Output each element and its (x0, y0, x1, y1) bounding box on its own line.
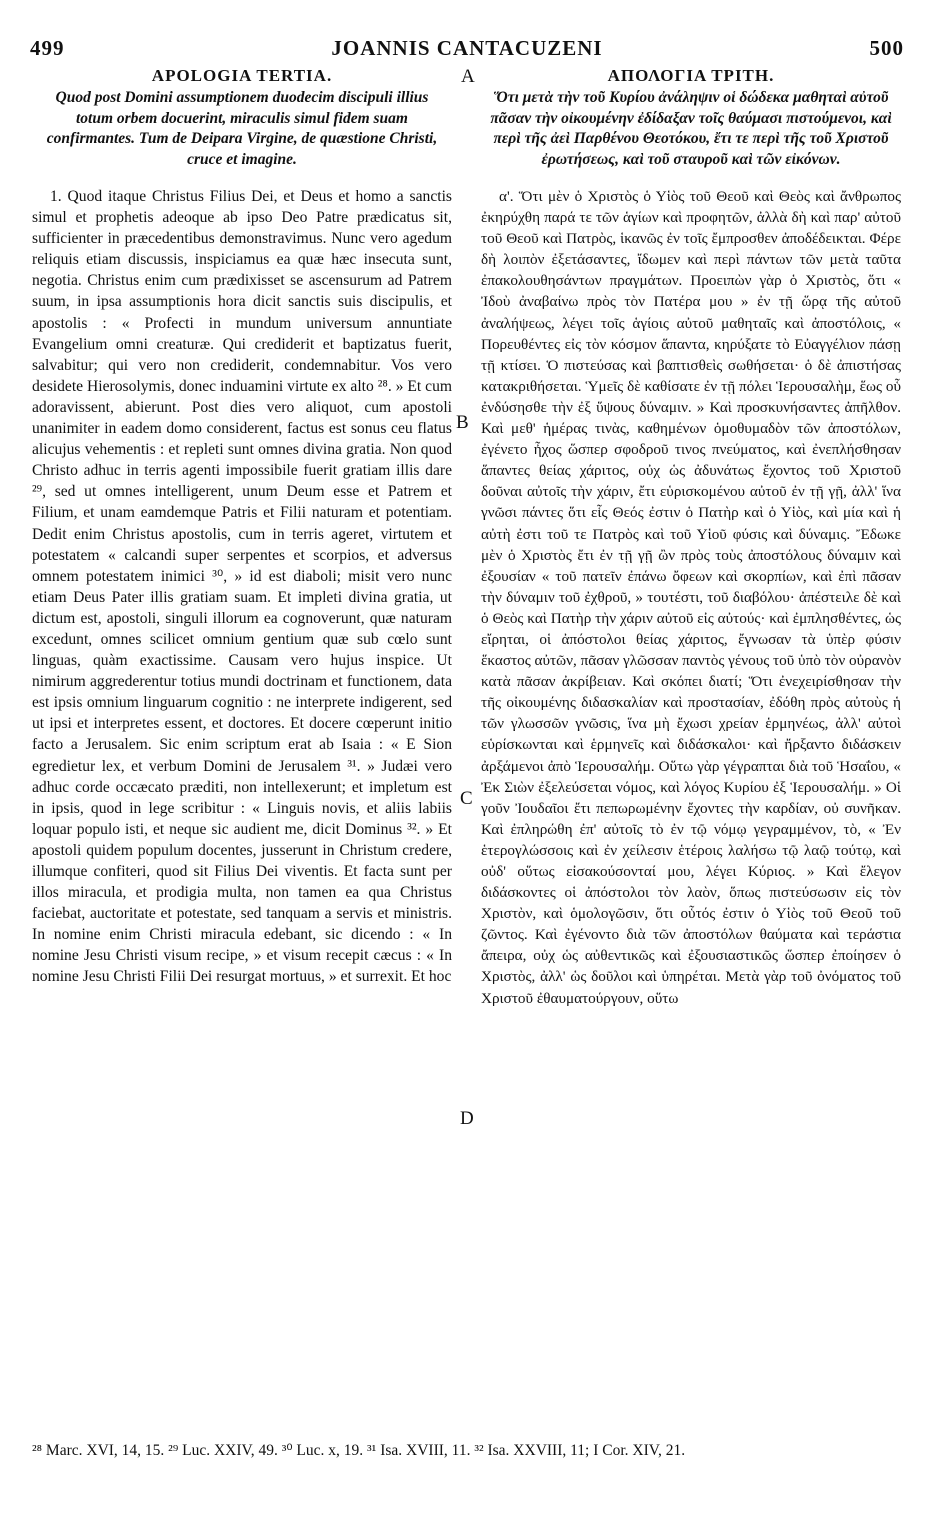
latin-column (32, 66, 452, 1435)
greek-column (481, 66, 901, 1435)
running-title: JOANNIS CANTACUZENI (331, 36, 603, 60)
left-page-number: 499 (30, 36, 65, 60)
latin-section-title: APOLOGIA TERTIA. (151, 66, 333, 85)
latin-summary: Quod post Domini assumptionem duodecim discipuli illius totum orbem docuerint, miraculis simul fidem suam confirmantes. Tum de Deipara Virgine, de quæstione Christi, cruce et imagine. (46, 89, 438, 168)
greek-summary: Ὅτι μετὰ τὴν τοῦ Κυρίου ἀνάληψιν οἱ δώδεκα μαθηταὶ αὐτοῦ πᾶσαν τὴν οἰκουμένην ἐδίδαξαν τοῖς θαύμασι πιστούμενοι, καὶ περὶ τῆς ἀεὶ Παρθένου Θεοτόκου, ἔτι τε περὶ τῆς τοῦ Χριστοῦ ἐρωτήσεως, καὶ τοῦ σταυροῦ καὶ τῶν εἰκόνων. (490, 89, 892, 168)
latin-body-text: 1. Quod itaque Christus Filius Dei, et Deus et homo a sanctis simul et prophetis adeoque ab ipso Deo Patre prædicatus sit, sufficienter in præcedentibus demonstravimus. Nunc vero agedum reliquis etiam discussis, inspiciamus ea quæ hæc insecuta sunt, negotia. Christus enim cum prædixisset se ascensurum ad Patrem suum, in ipsa assumptionis hora dicit sanctis suis discipulis, et apostolis : « Profecti in mundum universum annuntiate Evangelium omni creaturæ. Qui crediderit et baptizatus fuerit, salvabitur; qui vero non crediderit, condemnabitur. Vos vero desidete Hierosolymis, donec induamini virtute ex alto ²⁸. » Et cum adoravissent, abierunt. Post dies vero aliquot, cum apostoli unanimiter in eadem domo considerent, factus est sonus ceu flatus alicujus vehementis : et repleti sunt omnes divina gratia. Non quod Christo adhuc in terris agenti impossibile fuerit gratiam illis dare ²⁹, sed ut omnes intelligerent, unum Deum esse et Patrem et Filium, et unam eamdemque Patris et Filii naturam et potentiam. Dedit enim Christus apostolis, cum in terris ageret, virtutem et potestatem « calcandi super serpentes et scorpios, et adversus omnem potestatem inimici ³⁰, » id est diaboli; misit vero nunc etiam Deus Pater illis gratiam suam. Et impleti divina gratia, ut dictum est, apostoli, singuli illorum ea cognoverunt, quæ naturam excedunt, omnes scilicet omnium gentium quæ sub cœlo sunt linguas, quàm exactissime. Causam vero hujus inspice. Ut nimirum aggrederentur totius mundi doctrinam et functionem, data est ipsis omnium linguarum cognitio : ne interprete indigerent, sed ut ipsi et interpretes essent, et doctores. Et docere cœperunt initio facto a Jerusalem. Sic enim scriptum erat ab Isaia : « E Sion egredietur lex, et verbum Domini de Jerusalem ³¹. » Judæi vero adhuc corde occæcato præditi, non intellexerunt; et impletum est in ipsis, quod in lege scribitur : « Linguis novis, et aliis labiis loquar populo isti, et neque sic audient me, dicit Dominus ³². » Et apostoli quidem populum docentes, jusserunt in Christum credere, illumque confiteri, quod sit Filius Dei viventis. Et facta sunt per illos miracula, et prodigia multa, non tamen ea qua Christus faciebat, auctoritate et potestate, sed tanquam a servis et ministris. In nomine enim Christi miracula edebant, sic dicendo : « In nomine Jesu Christi visum recipe, » et visum recepit cæcus : « In nomine Jesu Christi Filii Dei resurgat mortuus, » et surrexit. Et hoc (32, 188, 452, 986)
margin-marker-b: B (456, 412, 469, 433)
margin-marker-c: C (460, 788, 473, 809)
margin-marker-d: D (460, 1108, 474, 1129)
greek-body-text: α'. Ὅτι μὲν ὁ Χριστὸς ὁ Υἱὸς τοῦ Θεοῦ καὶ Θεὸς καὶ ἄνθρωπος ἐκηρύχθη παρά τε τῶν ἁγίων καὶ προφητῶν, ἀλλὰ δὴ καὶ παρ' αὐτοῦ τοῦ Θεοῦ καὶ Πατρὸς, ἱκανῶς ἐν τοῖς ἔμπροσθεν ἀποδέδεικται. Φέρε δὴ λοιπὸν ἐξετάσαντες, ἴδωμεν καὶ περὶ πάντων τῶν μετὰ ταῦτα ἐπακολουθησάντων πραγμάτων. Προειπὼν γὰρ ὁ Χριστὸς, ὅτι « Ἰδοὺ ἀναβαίνω πρὸς τὸν Πατέρα μου » ἐν τῇ ὥρᾳ τῆς αὐτοῦ ἀναλήψεως, λέγει τοῖς ἁγίοις αὐτοῦ μαθηταῖς καὶ ἀποστόλοις, « Πορευθέντες εἰς τὸν κόσμον ἅπαντα, κηρύξατε τὸ Εὐαγγέλιον πάσῃ τῇ κτίσει. Ὁ πιστεύσας καὶ βαπτισθεὶς σωθήσεται· ὁ δὲ ἀπιστήσας κατακριθήσεται. Ὑμεῖς δὲ καθίσατε ἐν τῇ πόλει Ἱερουσαλὴμ, ἕως οὗ ἐνδύσησθε τὴν ἐξ ὕψους δύναμιν. » Καὶ προσκυνήσαντες ἀπῆλθον. Καὶ μεθ' ἡμέρας τινὰς, καθημένων ὁμοθυμαδὸν τῶν ἀποστόλων, ἐγένετο ἦχος ὥσπερ σφοδροῦ τινος πνεύματος, καὶ ἐνεπλήσθησαν ἅπαντες θείας χάριτος, οὐχ ὡς ἀδυνάτως ἔχοντος τοῦ Χριστοῦ δοῦναι αὐτοῖς τὴν χάριν, ἔτι εὑρισκομένου αὐτοῦ ἐν τῇ γῇ, ἀλλ' ἵνα γνῶσι πάντες ὅτι εἷς Θεός ἐστιν ὁ Πατὴρ καὶ ὁ Υἱὸς, καὶ μία καὶ ἡ αὐτὴ ἐστι τοῦ τε Πατρὸς καὶ τοῦ Υἱοῦ φύσις καὶ δύναμις. Ἔδωκε μὲν ὁ Χριστὸς ἔτι ἐν τῇ γῇ ὢν πρὸς τοὺς ἀποστόλους δύναμιν καὶ ἐξουσίαν « τοῦ πατεῖν ἐπάνω ὄφεων καὶ σκορπίων, καὶ ἐπὶ πᾶσαν τὴν δύναμιν τοῦ ἐχθροῦ, » τουτέστι, τοῦ διαβόλου· ἀπέστειλε δὲ καὶ ὁ Θεὸς καὶ Πατὴρ τὴν χάριν αὐτοῦ εἰς αὐτούς· καὶ ἐμπλησθέντες, ὡς εἴρηται, οἱ ἀπόστολοι θείας χάριτος, ἔγνωσαν τὰ ὑπὲρ φύσιν ἕκαστος αὐτῶν, πᾶσαν γλῶσσαν παντὸς γένους τοῦ ὑπὸ τὸν οὐρανὸν κατὰ πᾶσαν ἀκρίβειαν. Καὶ σκόπει διατί; Ὅτι ἐνεχειρίσθησαν τὴν τῆς οἰκουμένης διδασκαλίαν καὶ προστασίαν, ἐδόθη πρὸς αὐτοὺς ἡ τῶν γλωσσῶν γνῶσις, ἵνα μὴ ἔχωσι χρείαν ἑρμηνέως, ἀλλ' αὐτοὶ εὑρίσκωνται καὶ ἑρμηνεῖς καὶ διδάσκαλοι· καὶ ἤρξαντο διδάσκειν ἀρξάμενοι ἀπὸ Ἱερουσαλήμ. Οὕτω γὰρ γέγραπται διὰ τοῦ Ἡσαΐου, « Ἐκ Σιὼν ἐξελεύσεται νόμος, καὶ λόγος Κυρίου ἐξ Ἱερουσαλήμ. » Οἱ γοῦν Ἰουδαῖοι ἔτι πεπωρωμένην ἔχοντες τὴν καρδίαν, οὐ συνῆκαν. Καὶ ἐπληρώθη ἐπ' αὐτοῖς τὸ ἐν τῷ νόμῳ γεγραμμένον, τὸ, « Ἐν ἑτερογλώσσοις καὶ ἐν χείλεσιν ἑτέροις λαλήσω τῷ λαῷ τούτῳ, καὶ οὐδ' οὕτως εἰσακούσονταί μου, λέγει Κύριος. » Καὶ ἔλεγον διδάσκοντες οἱ ἀπόστολοι τὸν λαὸν, ὅπως πιστεύσωσιν εἰς τὸν Χριστὸν, καὶ ὁμολογῶσιν, ὅτι οὗτός ἐστιν ὁ Υἱὸς τοῦ Θεοῦ τοῦ ζῶντος. Καὶ ἐγένοντο διὰ τῶν ἀποστόλων θαύματα καὶ τεράστια ἄπειρα, οὐχ ὡς αὐθεντικῶς καὶ ἐξουσιαστικῶς ὥσπερ ἐποίησεν ὁ Χριστὸς, ἀλλ' ὡς δοῦλοι καὶ ὑπηρέται. Μετὰ γὰρ τοῦ ὀνόματος τοῦ Χριστοῦ ἐθαυματούργουν, οὕτω (481, 188, 901, 1007)
right-page-number: 500 (869, 36, 904, 60)
page-header (30, 36, 904, 66)
margin-marker-a: A (461, 66, 475, 87)
footnotes: ²⁸ Marc. XVI, 14, 15. ²⁹ Luc. XXIV, 49. ³⁰ Luc. x, 19. ³¹ Isa. XVIII, 11. ³² Isa. XXVIII, 11; I Cor. XIV, 21. (32, 1442, 686, 1459)
greek-section-title: ΑΠΟΛΟΓΙΑ ΤΡΙΤΗ. (607, 66, 775, 85)
